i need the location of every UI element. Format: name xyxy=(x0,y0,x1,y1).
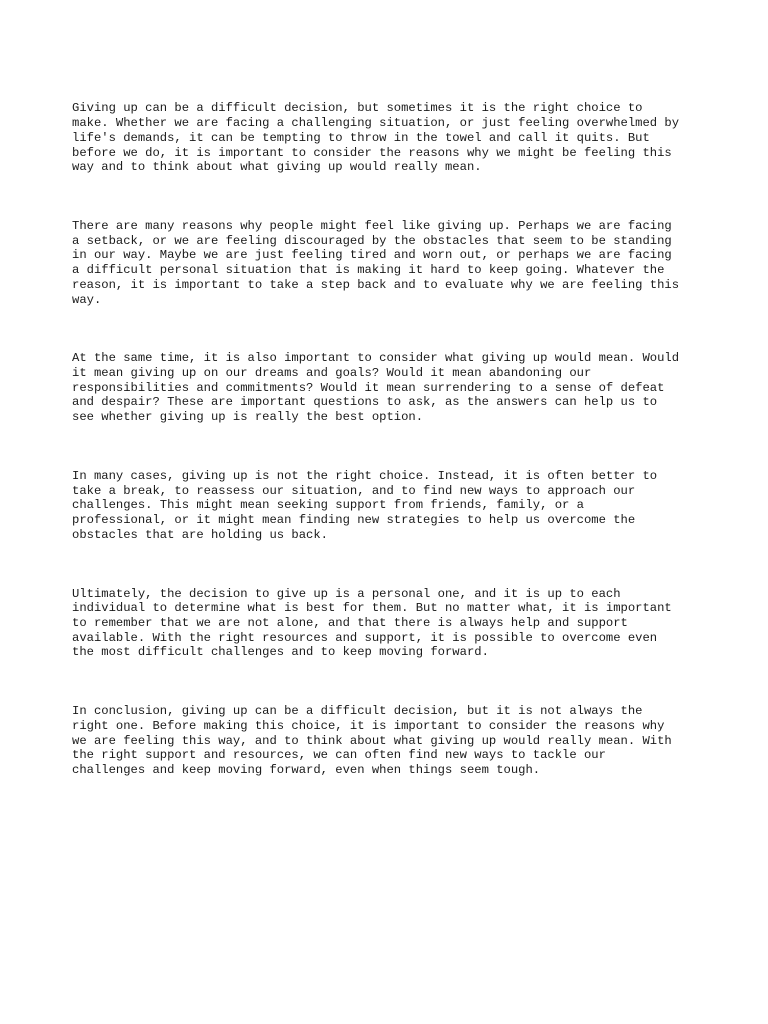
paragraph-2: There are many reasons why people might feel like giving up. Perhaps we are facing a setback, or we are feeling discouraged by the obstacles that seem to be standing in our way. Maybe we are just feeling tired and worn out, or perhaps we are facing a difficult personal situation that is making it hard to keep going. Whatever the reason, it is important to take a step back and to evaluate why we are feeling this way. xyxy=(72,219,680,307)
paragraph-1: Giving up can be a difficult decision, but sometimes it is the right choice to make. Whether we are facing a challenging situation, or just feeling overwhelmed by life's demands, it can be tempting to throw in the towel and call it quits. But before we do, it is important to consider the reasons why we might be feeling this way and to think about what giving up would really mean. xyxy=(72,101,680,175)
paragraph-5: Ultimately, the decision to give up is a personal one, and it is up to each individual to determine what is best for them. But no matter what, it is important to remember that we are not alone, and that there is always help and support available. With the right resources and support, it is possible to overcome even the most difficult challenges and to keep moving forward. xyxy=(72,586,672,660)
paragraph-4: In many cases, giving up is not the right choice. Instead, it is often better to take a break, to reassess our situation, and to find new ways to approach our challenges. This might mean seeking support from friends, family, or a professional, or it might mean finding new strategies to help us overcome the obstacles that are holding us back. xyxy=(72,468,658,542)
document-body xyxy=(72,72,712,807)
paragraph-6: In conclusion, giving up can be a difficult decision, but it is not always the right one. Before making this choice, it is important to consider the reasons why we are feeling this way, and to think about what giving up would really mean. With the right support and resources, we can often find new ways to tackle our challenges and keep moving forward, even when things seem tough. xyxy=(72,704,672,777)
paragraph-3: At the same time, it is also important to consider what giving up would mean. Would it mean giving up on our dreams and goals? Would it mean abandoning our responsibilities and commitments? Would it mean surrendering to a sense of defeat and despair? These are important questions to ask, as the answers can help us to see whether giving up is really the best option. xyxy=(72,351,680,425)
